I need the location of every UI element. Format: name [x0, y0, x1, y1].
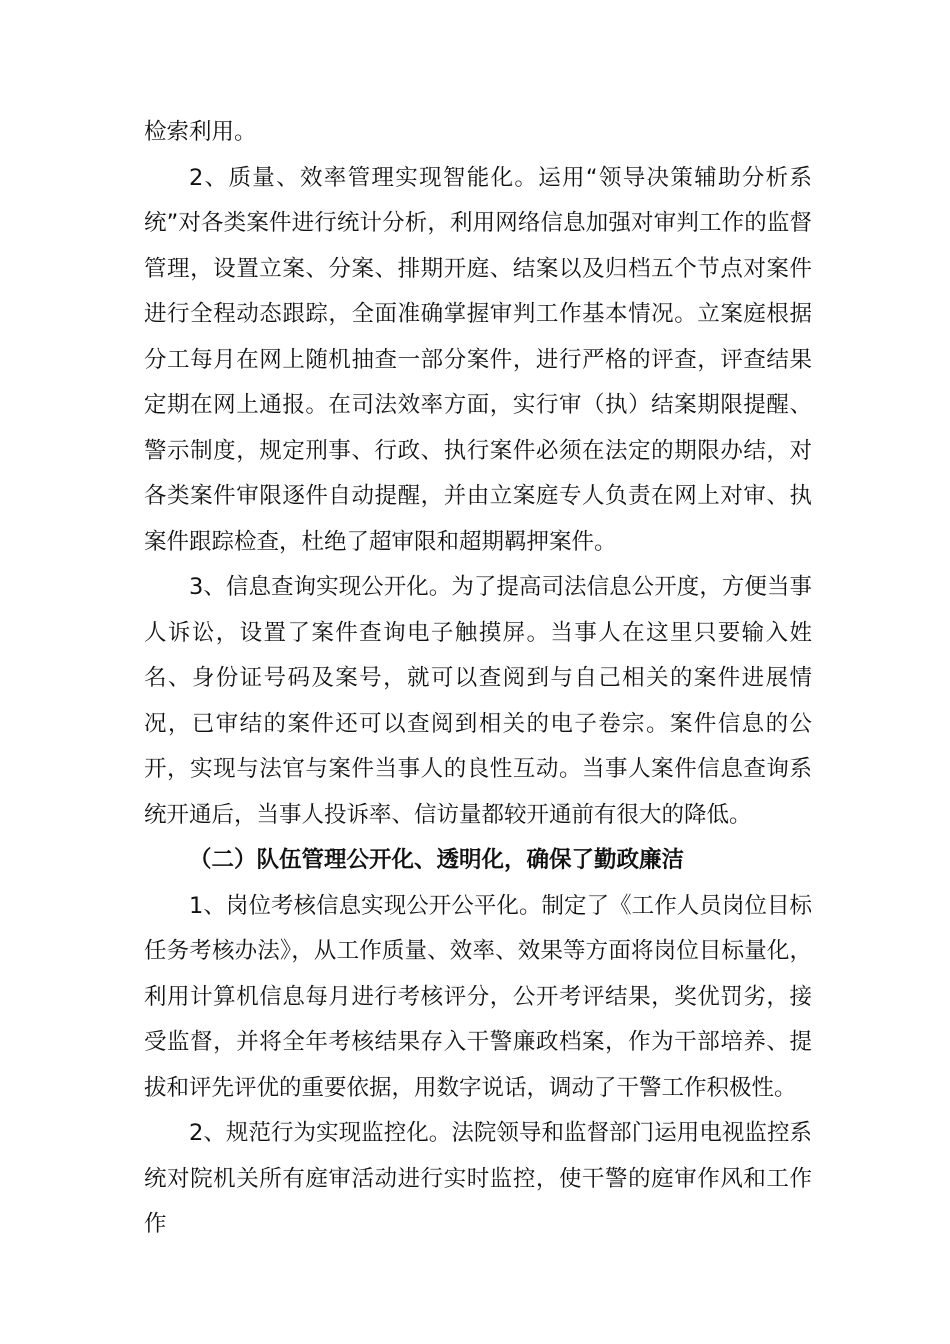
- section-heading-team-management: （二）队伍管理公开化、透明化，确保了勤政廉洁: [189, 847, 685, 873]
- paragraph-quality-efficiency: 2、质量、效率管理实现智能化。运用“领导决策辅助分析系统”对各类案件进行统计分析，利用网络信息加强对审判工作的监督管理，设置立案、分案、排期开庭、结案以及归档五个节点对案件进行全程动态跟踪，全面准确掌握审判工作基本情况。立案庭根据分工每月在网上随机抽查一部分案件，进行严格的评查，评查结果定期在网上通报。在司法效率方面，实行审（执）结案期限提醒、警示制度，规定刑事、行政、执行案件必须在法定的期限办结，对各类案件审限逐件自动提醒，并由立案庭专人负责在网上对审、执案件跟踪检查，杜绝了超审限和超期羁押案件。: [144, 164, 812, 555]
- document-body: [144, 110, 812, 1248]
- paragraph-behavior-monitoring: 2、规范行为实现监控化。法院领导和监督部门运用电视监控系统对院机关所有庭审活动进行实时监控，使干警的庭审作风和工作作: [144, 1120, 812, 1237]
- paragraph-info-query: 3、信息查询实现公开化。为了提高司法信息公开度，方便当事人诉讼，设置了案件查询电子触摸屏。当事人在这里只要输入姓名、身份证号码及案号，就可以查阅到与自己相关的案件进展情况，已审结的案件还可以查阅到相关的电子卷宗。案件信息的公开，实现与法官与案件当事人的良性互动。当事人案件信息查询系统开通后，当事人投诉率、信访量都较开通前有很大的降低。: [144, 574, 812, 828]
- paragraph-post-assessment: 1、岗位考核信息实现公开公平化。制定了《工作人员岗位目标任务考核办法》，从工作质量、效率、效果等方面将岗位目标量化，利用计算机信息每月进行考核评分，公开考评结果，奖优罚劣，接受监督，并将全年考核结果存入干警廉政档案，作为干部培养、提拔和评先评优的重要依据，用数字说话，调动了干警工作积极性。: [144, 892, 812, 1101]
- paragraph-continuation: 检索利用。: [144, 119, 257, 145]
